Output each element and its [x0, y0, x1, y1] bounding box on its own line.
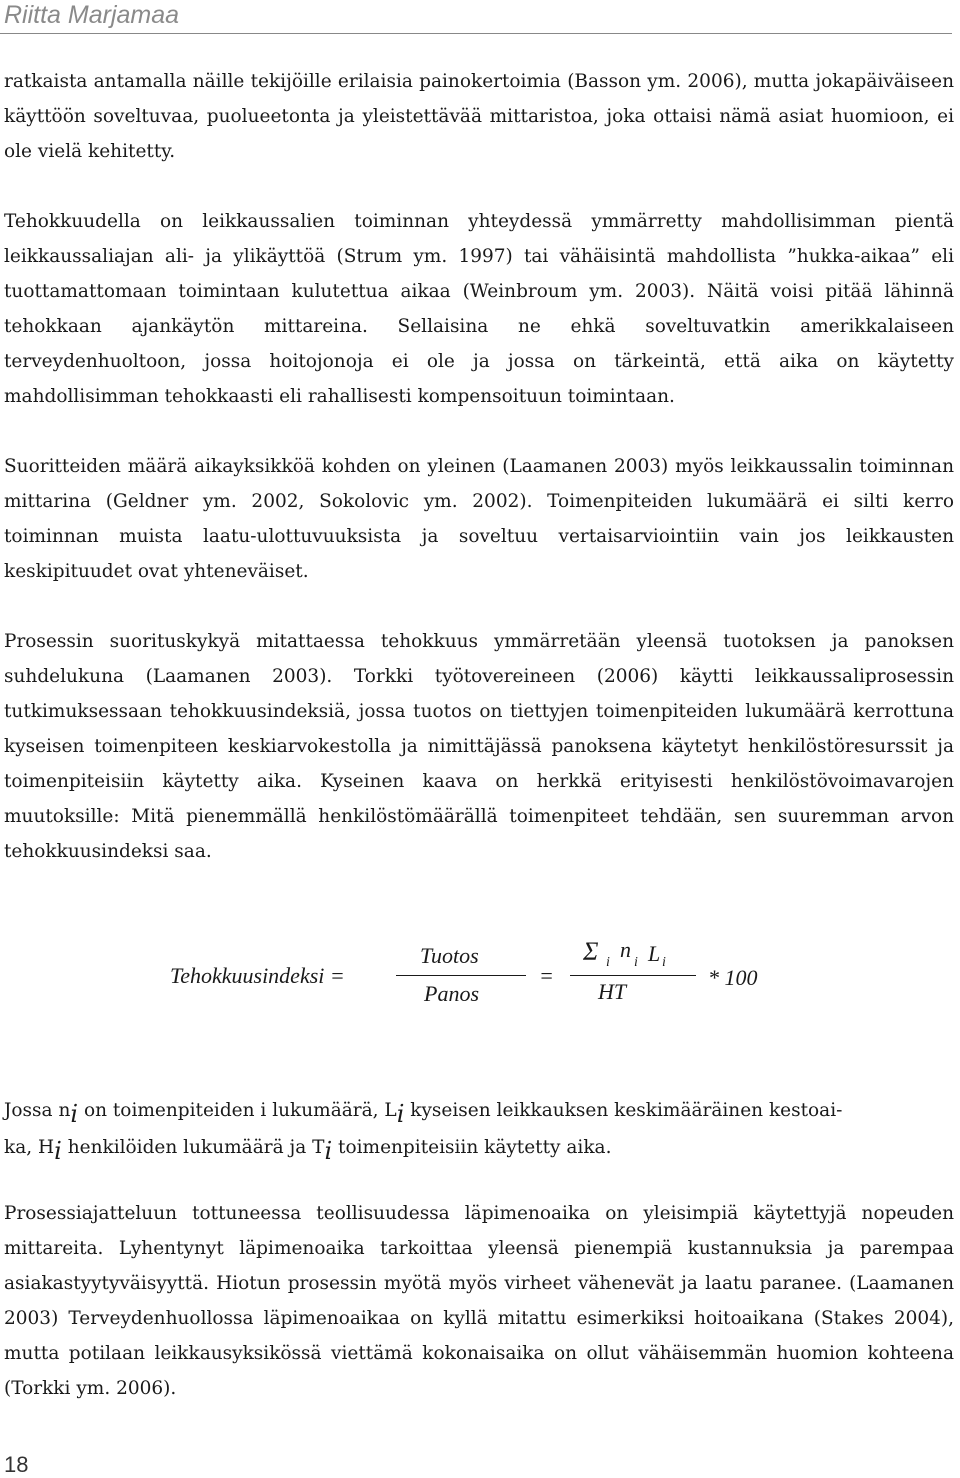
subscript-i: i [324, 1137, 333, 1165]
page-number: 18 [4, 1452, 29, 1477]
subscript-i: i [662, 955, 666, 970]
formula-n: n [620, 937, 631, 962]
formula-denominator: Panos [424, 981, 479, 1006]
definition-text: Jossa n [4, 1100, 71, 1121]
definition-text: toimenpiteisiin käytetty aika. [332, 1137, 612, 1158]
sigma-symbol: Σ [583, 937, 599, 966]
definition-text: ka, H [4, 1137, 55, 1158]
author-name: Riitta Marjamaa [4, 1, 180, 29]
definition-text: on toimenpiteiden i lukumäärä, L [78, 1100, 397, 1121]
paragraph: Prosessiajatteluun tottuneessa teollisuudessa läpimenoaika on yleisimpiä käytettyjä nopeuden mittareita. Lyhentynyt läpimenoaika tarkoittaa yleensä pienempiä kustannuksia ja parempaa asiakastyytyväisyyttä. Hiotun prosessin myötä myös virheet vähenevät ja laatu paranee. (Laamanen 2003) Terveydenhuollossa läpimenoaikaa on kyllä mitattu esimerkiksi hoitoaikana (Stakes 2004), mutta potilaan leikkausyksikössä viettämä kokonaisaika on ollut vähäisemmän huomion kohteena (Torkki ym. 2006). [4, 1203, 954, 1399]
subscript-i: i [606, 955, 610, 970]
definition-text: kyseisen leikkauksen keskimääräinen kestoai- [404, 1100, 843, 1121]
formula-L: L [648, 941, 661, 966]
formula-definitions [4, 1091, 954, 1165]
formula-multiplier: * 100 [708, 965, 758, 990]
definition-text: henkilöiden lukumäärä ja T [61, 1137, 325, 1158]
body-text-continued [4, 1196, 954, 1406]
subscript-i: i [634, 955, 638, 970]
paragraph: Prosessin suorituskykyä mitattaessa tehokkuus ymmärretään yleensä tuotoksen ja panoksen suhdelukuna (Laamanen 2003). Torkki työtovereineen (2006) käytti leikkaussaliprosessin tutkimuksessaan tehokkuusindeksiä, jossa tuotos on tiettyjen toimenpiteiden lukumäärä kerrottuna kyseisen toimenpiteen keskiarvokestolla ja nimittäjässä panoksena käytetyt henkilöstöresurssit ja toimenpiteisiin käytetty aika. Kyseinen kaava on herkkä erityisesti henkilöstövoimavarojen muutoksille: Mitä pienemmällä henkilöstömäärällä toimenpiteet tehdään, sen suuremman arvon tehokkuusindeksi saa. [4, 631, 954, 862]
body-text [4, 64, 954, 869]
subscript-i: i [54, 1137, 62, 1165]
fraction-line [396, 975, 526, 976]
efficiency-formula [0, 935, 960, 1015]
subscript-i: i [396, 1100, 405, 1128]
definition-line [4, 1091, 954, 1128]
definition-line [4, 1128, 954, 1165]
formula-denominator-ht: HT [598, 979, 627, 1004]
formula-lhs: Tehokkuusindeksi = [170, 963, 345, 988]
running-header [4, 0, 956, 34]
fraction-line [570, 975, 696, 976]
paragraph: Tehokkuudella on leikkaussalien toiminnan yhteydessä ymmärretty mahdollisimman pientä leikkaussaliajan ali- ja ylikäyttöä (Strum ym. 1997) tai vähäisintä mahdollista ”hukka-aikaa” eli tuottamattomaan toimintaan kulutettua aikaa (Weinbroum ym. 2003). Näitä voisi pitää lähinnä tehokkaan ajankäytön mittareina. Sellaisina ne ehkä soveltuvatkin amerikkalaiseen terveydenhuoltoon, jossa hoitojonoja ei ole ja jossa on tärkeintä, että aika on käytetty mahdollisimman tehokkaasti eli rahallisesti kompensoituun toimintaan. [4, 211, 954, 407]
paragraph: ratkaista antamalla näille tekijöille erilaisia painokertoimia (Basson ym. 2006), mutta jokapäiväiseen käyttöön soveltuvaa, puolueetonta ja yleistettävää mittaristoa, joka ottaisi nämä asiat huomioon, ei ole vielä kehitetty. [4, 71, 954, 162]
paragraph: Suoritteiden määrä aikayksikköä kohden on yleinen (Laamanen 2003) myös leikkaussalin toiminnan mittarina (Geldner ym. 2002, Sokolovic ym. 2002). Toimenpiteiden lukumäärä ei silti kerro toiminnan muista laatu-ulottuvuuksista ja soveltuu vertaisarviointiin vain jos leikkausten keskipituudet ovat yhteneväiset. [4, 456, 954, 582]
header-rule [0, 33, 952, 34]
formula-equals: = [539, 963, 554, 988]
subscript-i: i [70, 1100, 79, 1128]
formula-numerator: Tuotos [420, 943, 479, 968]
